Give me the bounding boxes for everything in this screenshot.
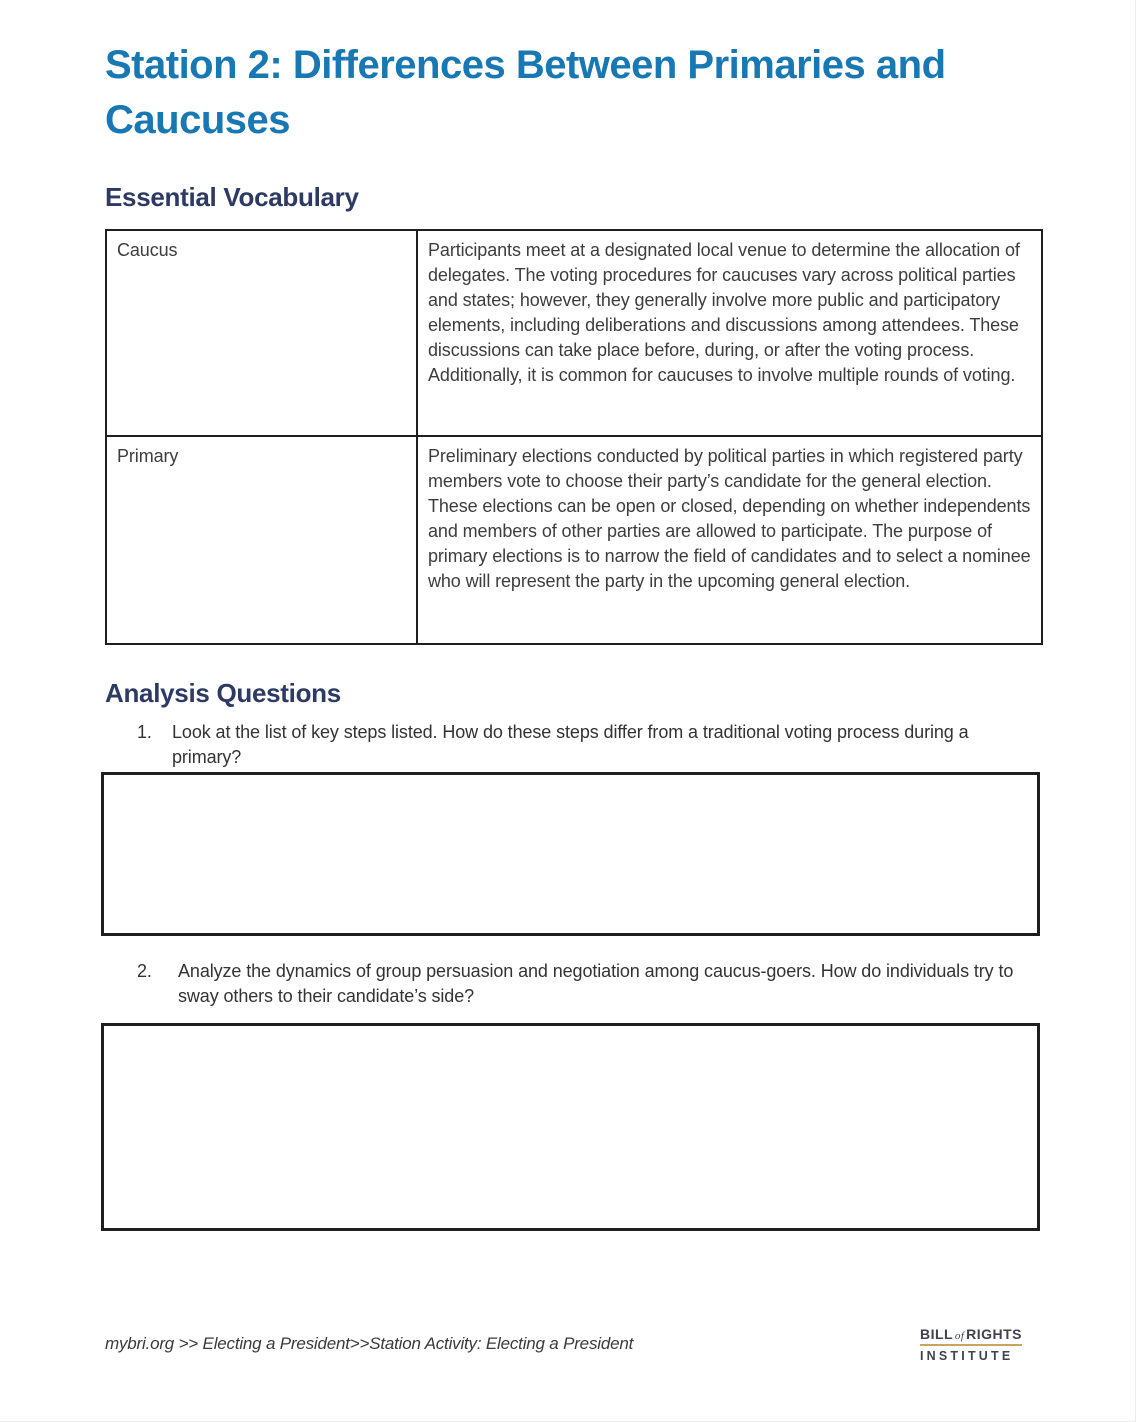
page-title: Station 2: Differences Between Primaries and Caucuses xyxy=(105,43,946,142)
definition-primary: Preliminary elections conducted by political parties in which registered party members vote to choose their party’s candidate for the general election. These elections can be open or closed, depending on whether independents and members of other parties are allowed to participate. The purpose of primary elections is to narrow the field of candidates and to select a nominee who will represent the party in the upcoming general election. xyxy=(417,436,1042,644)
question-2-gap xyxy=(157,959,178,1009)
term-caucus: Caucus xyxy=(106,230,417,436)
logo-word-bill: BILL xyxy=(920,1326,954,1342)
table-row-primary xyxy=(106,436,1042,644)
answer-box-question-1[interactable] xyxy=(101,772,1040,936)
answer-box-question-2[interactable] xyxy=(101,1023,1040,1231)
definition-caucus: Participants meet at a designated local venue to determine the allocation of delegates. The voting procedures for caucuses vary across political parties and states; however, they generally involve more public and participatory elements, including deliberations and discussions among attendees. These discussions can take place before, during, or after the voting process. Additionally, it is common for caucuses to involve multiple rounds of voting. xyxy=(417,230,1042,436)
logo-word-of: of xyxy=(954,1330,965,1342)
question-1-gap xyxy=(157,720,172,770)
page-content xyxy=(105,0,1043,1231)
table-row-caucus xyxy=(106,230,1042,436)
analysis-section-heading: Analysis Questions xyxy=(105,678,341,708)
question-1 xyxy=(137,720,1033,770)
bill-of-rights-institute-logo xyxy=(920,1326,1022,1363)
term-primary: Primary xyxy=(106,436,417,644)
vocabulary-section-heading: Essential Vocabulary xyxy=(105,182,359,212)
question-2-number: 2. xyxy=(137,961,152,981)
logo-word-rights: RIGHTS xyxy=(966,1326,1022,1342)
logo-top-line xyxy=(920,1326,1022,1346)
vocabulary-table xyxy=(105,229,1043,645)
question-2-text: Analyze the dynamics of group persuasion and negotiation among caucus-goers. How do individuals try to sway others to their candidate’s side? xyxy=(178,961,1014,1006)
question-1-text: Look at the list of key steps listed. How do these steps differ from a traditional voting process during a primary? xyxy=(172,722,969,767)
breadcrumb: mybri.org >> Electing a President>>Station Activity: Electing a President xyxy=(105,1334,634,1353)
question-2 xyxy=(137,959,1033,1009)
question-1-number: 1. xyxy=(137,722,152,742)
logo-word-institute: INSTITUTE xyxy=(920,1349,1014,1363)
